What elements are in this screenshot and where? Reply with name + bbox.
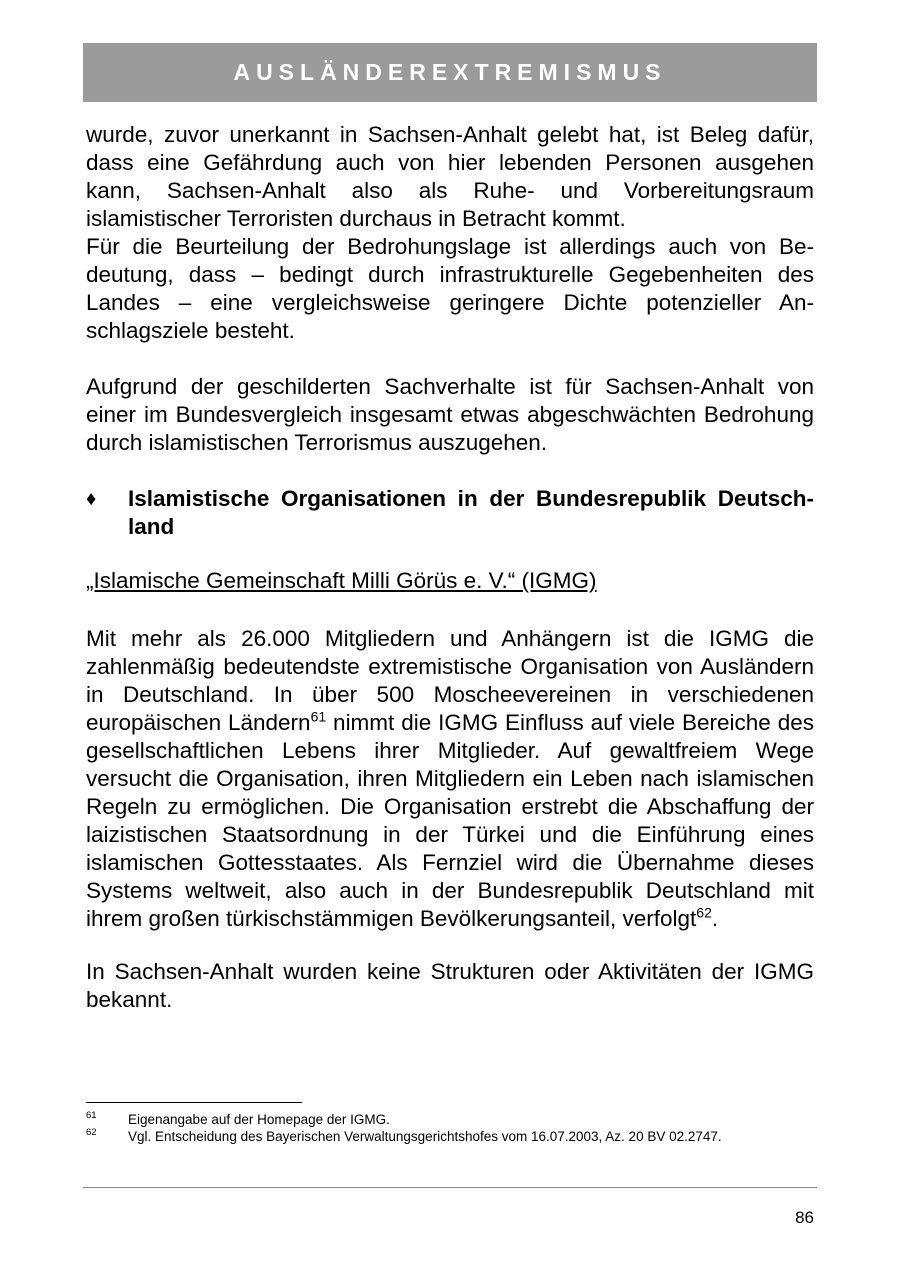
footnote-text: Vgl. Entscheidung des Bayerischen Verwaltungsgerichtshofes vom 16.07.2003, Az. 20 BV 02.2747.	[128, 1129, 722, 1144]
footnote-ref-61: 61	[310, 708, 327, 725]
paragraph-2: Für die Beurteilung der Bedrohungslage ist allerdings auch von Bedeutung, dass – bedingt durch infrastrukturelle Gegebenheiten des Landes – eine vergleichsweise geringere Dichte potenzieller Anschlagsziele besteht.	[86, 234, 814, 343]
paragraph-1: wurde, zuvor unerkannt in Sachsen-Anhalt gelebt hat, ist Beleg dafür, dass eine Gefährdung auch von hier lebenden Personen ausgehen kann, Sachsen-Anhalt also als Ruhe- und Vorbereitungsraum islamistischer Terroristen durchaus in Betracht kommt.	[86, 122, 814, 231]
igmg-text-part-2: nimmt die IGMG Einfluss auf viele Bereiche des gesellschaftlichen Lebens ihrer Mitglieder. Auf gewaltfreiem Wege versucht die Organisation, ihren Mitgliedern ein Leben nach islamischen Regeln zu ermöglichen. Die Organisation erstrebt die Abschaffung der laizistischen Staatsordnung in der Türkei und die Einführung eines islamischen Gottesstaates. Als Fernziel wird die Übernahme dieses Systems weltweit, also auch in der Bundesrepublik Deutschland mit ihrem großen türkischstämmigen Bevölkerungsanteil, verfolgt	[86, 710, 814, 931]
footer-divider	[83, 1187, 817, 1188]
footnote-separator	[86, 1102, 302, 1103]
igmg-subheading: „Islamische Gemeinschaft Milli Görüs e. V.“ (IGMG)	[86, 568, 597, 593]
header-title: AUSLÄNDEREXTREMISMUS	[233, 59, 667, 85]
paragraph-3: Aufgrund der geschilderten Sachverhalte ist für Sachsen-Anhalt von einer im Bundesvergleich insgesamt etwas abgeschwächten Bedrohung durch islamistischen Terrorismus auszugehen.	[86, 374, 814, 455]
footnote-number: 61	[86, 1110, 97, 1121]
diamond-bullet-icon: ♦	[86, 488, 97, 510]
page-number: 86	[795, 1208, 814, 1227]
page-header	[83, 43, 817, 102]
footnote-ref-62: 62	[696, 904, 712, 921]
igmg-paragraph-1	[86, 625, 814, 933]
igmg-text-part-3: .	[711, 906, 719, 931]
igmg-paragraph-2: In Sachsen-Anhalt wurden keine Strukturen oder Aktivitäten der IGMG bekannt.	[86, 959, 814, 1012]
section-heading-text: Islamistische Organisationen in der Bundesrepublik Deutschland	[128, 486, 814, 539]
igmg-text-part-1: Mit mehr als 26.000 Mitgliedern und Anhängern ist die IGMG die zahlenmäßig bedeutendste extremistische Organisation von Ausländern in Deutschland. In über 500 Moscheevereinen in verschiedenen europäischen Ländern	[86, 626, 814, 735]
footnote-text: Eigenangabe auf der Homepage der IGMG.	[128, 1112, 390, 1127]
footnote-number: 62	[86, 1127, 97, 1138]
